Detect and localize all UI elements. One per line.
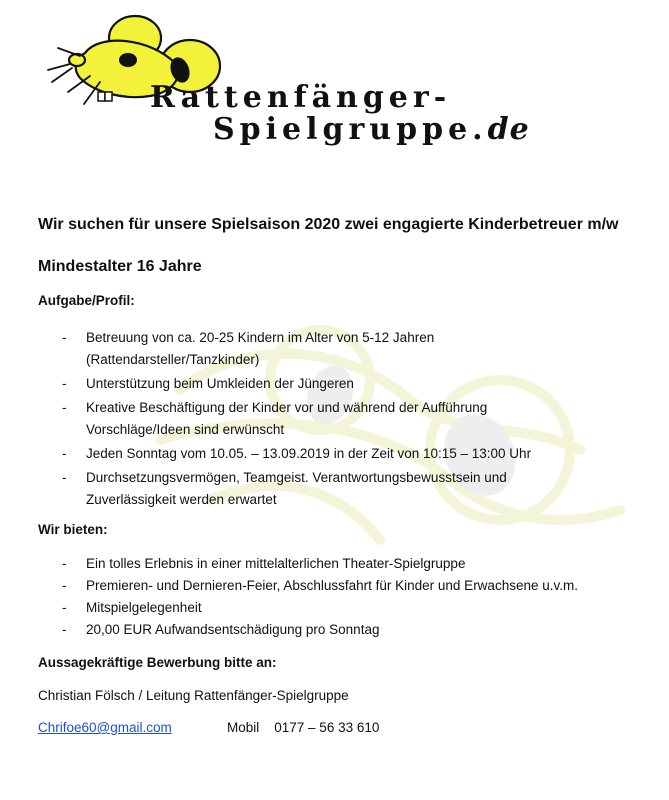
list-item: - Ein tolles Erlebnis in einer mittelalterlichen Theater-Spielgruppe	[0, 553, 669, 575]
phone-number: Mobil 0177 – 56 33 610	[227, 720, 380, 735]
min-age-heading: Mindestalter 16 Jahre	[38, 258, 202, 275]
list-item: - 20,00 EUR Aufwandsentschädigung pro Sonntag	[0, 619, 669, 641]
contact-name: Christian Fölsch / Leitung Rattenfänger-Spielgruppe	[38, 688, 349, 703]
logo-line-1: Rattenfänger-	[150, 80, 452, 115]
list-item: - Kreative Beschäftigung der Kinder vor und während der Aufführung Vorschläge/Ideen sind erwünscht	[0, 397, 566, 441]
list-item: - Mitspielgelegenheit	[0, 597, 669, 619]
list-item: - Premieren- und Dernieren-Feier, Abschlussfahrt für Kinder und Erwachsene u.v.m.	[0, 575, 669, 597]
list-item: - Betreuung von ca. 20-25 Kindern im Alter von 5-12 Jahren (Rattendarsteller/Tanzkinder)	[0, 327, 566, 371]
page-title: Wir suchen für unsere Spielsaison 2020 zwei engagierte Kinderbetreuer m/w	[38, 216, 619, 233]
email-link[interactable]: Chrifoe60@gmail.com	[38, 720, 172, 735]
offers-list	[0, 553, 669, 641]
tasks-list	[0, 327, 669, 513]
logo-domain-suffix: de	[487, 112, 530, 147]
list-item: - Durchsetzungsvermögen, Teamgeist. Verantwortungsbewusstsein und Zuverlässigkeit werden erwartet	[0, 467, 566, 511]
offers-label: Wir bieten:	[38, 522, 108, 537]
logo-line-2	[213, 112, 530, 147]
logo-line-2-main: Spielgruppe.	[213, 112, 488, 147]
contact-label: Aussagekräftige Bewerbung bitte an:	[38, 655, 277, 670]
list-item: - Unterstützung beim Umkleiden der Jüngeren	[0, 373, 566, 395]
tasks-label: Aufgabe/Profil:	[38, 293, 135, 308]
list-item: - Jeden Sonntag vom 10.05. – 13.09.2019 in der Zeit von 10:15 – 13:00 Uhr	[0, 443, 566, 465]
logo-wordmark	[0, 0, 669, 160]
